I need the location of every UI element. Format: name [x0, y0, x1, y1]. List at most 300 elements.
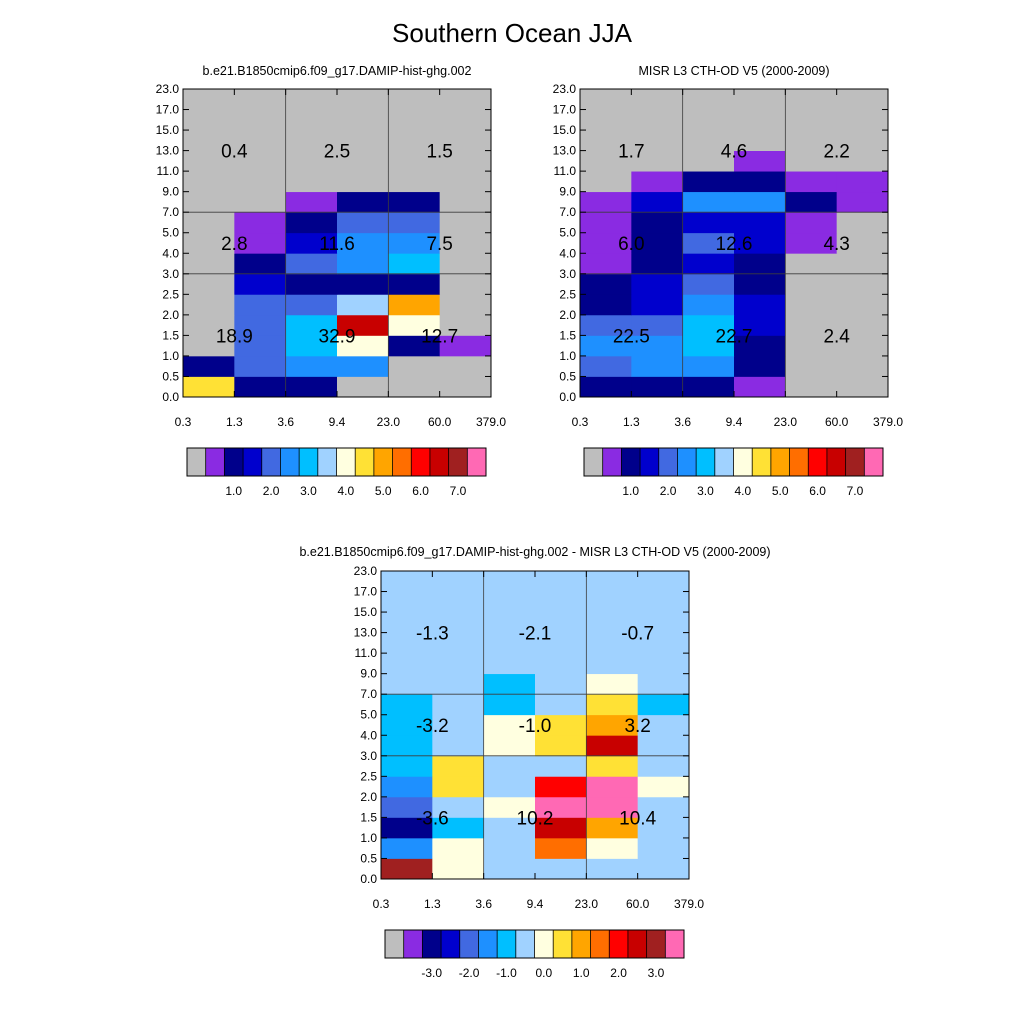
heatmap-cell [337, 376, 389, 397]
block-value-label: 12.7 [421, 326, 459, 348]
heatmap-cell [183, 171, 235, 192]
heatmap-cell [183, 110, 235, 131]
y-tick-label: 23.0 [353, 564, 377, 578]
colorbar-tick-label: 5.0 [771, 484, 789, 498]
x-tick-label: 60.0 [824, 415, 849, 429]
y-tick-label: 0.5 [162, 369, 179, 384]
colorbar-swatch [535, 930, 554, 958]
y-tick-label: 17.0 [155, 102, 179, 117]
heatmap-cell [638, 694, 690, 715]
heatmap-cell [638, 735, 690, 756]
y-tick-label: 7.0 [559, 205, 576, 220]
y-tick-label: 1.0 [162, 348, 179, 363]
x-tick-label: 23.0 [773, 415, 798, 429]
y-tick-label: 17.0 [353, 584, 377, 599]
heatmap-cell [432, 592, 484, 613]
x-tick-label: 3.6 [277, 415, 295, 429]
colorbar-swatch [808, 448, 827, 476]
heatmap-cell [337, 171, 389, 192]
colorbar-tick-label: -1.0 [496, 966, 517, 980]
heatmap-cell [432, 858, 484, 879]
y-tick-label: 17.0 [552, 102, 576, 117]
heatmap-cell [638, 653, 690, 674]
y-tick-label: 5.0 [162, 225, 179, 240]
heatmap-cell [535, 653, 587, 674]
colorbar-swatch [603, 448, 622, 476]
heatmap-cell [734, 89, 786, 110]
colorbar-swatch [430, 448, 449, 476]
heatmap-cell [381, 838, 433, 859]
block-value-label: 32.9 [318, 326, 356, 348]
colorbar-swatch [404, 930, 423, 958]
y-tick-label: 9.0 [162, 184, 179, 199]
heatmap-cell [586, 653, 638, 674]
colorbar-tick-label: -3.0 [421, 966, 443, 980]
figure-title: Southern Ocean JJA [392, 18, 632, 48]
colorbar-swatch [696, 448, 715, 476]
heatmap-cell [638, 571, 690, 592]
colorbar-swatch [591, 930, 610, 958]
y-tick-label: 15.0 [552, 123, 576, 138]
heatmap-cell [388, 110, 440, 131]
y-tick-label: 2.5 [162, 287, 179, 302]
y-tick-label: 4.0 [360, 728, 377, 743]
heatmap-cell [484, 735, 536, 756]
heatmap-cell [286, 89, 338, 110]
heatmap-cell [734, 212, 786, 233]
heatmap-cell [535, 776, 587, 797]
heatmap-cell [535, 571, 587, 592]
colorbar-swatch [449, 448, 468, 476]
heatmap-cell [183, 192, 235, 213]
heatmap-cell [432, 571, 484, 592]
colorbar-swatch [318, 448, 337, 476]
block-value-label: 1.7 [618, 141, 645, 163]
x-tick-label: 9.4 [725, 415, 743, 429]
heatmap-cell [683, 89, 735, 110]
block-value-label: 2.5 [323, 141, 351, 163]
heatmap-cell [432, 776, 484, 797]
heatmap-cell [440, 212, 492, 233]
heatmap-cell [234, 89, 286, 110]
heatmap-cell [631, 253, 683, 274]
heatmap-cell [432, 838, 484, 859]
heatmap-cell [484, 653, 536, 674]
colorbar-swatch [864, 448, 883, 476]
y-tick-label: 0.0 [360, 872, 377, 886]
heatmap-cell [337, 356, 389, 377]
heatmap-cell [785, 274, 837, 295]
colorbar-swatch [243, 448, 262, 476]
colorbar-tick-label: 4.0 [734, 484, 752, 498]
heatmap-cell [234, 253, 286, 274]
colorbar-tick-label: 7.0 [449, 484, 467, 498]
heatmap-cell [535, 694, 587, 715]
heatmap-cell [234, 294, 286, 315]
heatmap-cell [785, 171, 837, 192]
x-tick-label: 0.3 [571, 415, 589, 429]
y-tick-label: 13.0 [552, 143, 576, 158]
block-value-label: 4.6 [720, 141, 748, 163]
heatmap-cell [484, 838, 536, 859]
heatmap-cell [837, 253, 889, 274]
heatmap-cell [183, 274, 235, 295]
heatmap-cell [535, 756, 587, 777]
y-tick-label: 13.0 [155, 143, 179, 158]
colorbar-tick-label: 3.0 [647, 966, 665, 980]
block-value-label: 2.2 [823, 141, 850, 163]
block-value-label: 6.0 [618, 234, 645, 255]
heatmap-cell [683, 212, 735, 233]
heatmap-cell [484, 571, 536, 592]
heatmap-cell [683, 253, 735, 274]
heatmap-cell [388, 212, 440, 233]
colorbar-swatch [640, 448, 659, 476]
heatmap-cell [440, 171, 492, 192]
heatmap-cell [586, 571, 638, 592]
heatmap-cell [440, 89, 492, 110]
block-value-label: 1.5 [426, 141, 453, 163]
heatmap-cell [683, 192, 735, 213]
heatmap-cell [631, 376, 683, 397]
y-tick-label: 1.5 [559, 328, 576, 343]
colorbar-swatch [846, 448, 865, 476]
heatmap-cell [234, 171, 286, 192]
x-tick-label: 0.3 [372, 897, 390, 911]
colorbar-swatch [553, 930, 572, 958]
heatmap-cell [785, 253, 837, 274]
y-tick-label: 0.0 [162, 390, 179, 404]
y-tick-label: 2.5 [559, 287, 576, 302]
y-tick-label: 9.0 [360, 666, 377, 681]
heatmap-cell [286, 356, 338, 377]
block-value-label: -3.2 [415, 716, 449, 737]
x-tick-label: 3.6 [475, 897, 493, 911]
y-tick-label: 11.0 [553, 164, 576, 179]
y-tick-label: 15.0 [353, 605, 377, 620]
x-tick-label: 1.3 [225, 415, 243, 429]
heatmap-cell [631, 356, 683, 377]
heatmap-cell [837, 356, 889, 377]
x-tick-label: 379.0 [673, 897, 705, 911]
heatmap-cell [337, 212, 389, 233]
heatmap-cell [388, 376, 440, 397]
heatmap-cell [586, 592, 638, 613]
colorbar-swatch [441, 930, 460, 958]
heatmap-cell [586, 756, 638, 777]
colorbar-swatch [584, 448, 603, 476]
heatmap-cell [381, 858, 433, 879]
heatmap-cell [785, 376, 837, 397]
heatmap-cell [440, 192, 492, 213]
block-value-label: 18.9 [215, 326, 253, 348]
heatmap-cell [837, 110, 889, 131]
y-tick-label: 2.0 [360, 789, 377, 804]
heatmap-cell [586, 858, 638, 879]
heatmap-cell [388, 294, 440, 315]
block-value-label: 2.4 [823, 326, 850, 348]
colorbar-swatch [771, 448, 790, 476]
colorbar-swatch [677, 448, 696, 476]
heatmap-cell [381, 571, 433, 592]
x-tick-label: 60.0 [625, 897, 650, 911]
x-tick-label: 9.4 [526, 897, 544, 911]
heatmap-cell [381, 653, 433, 674]
y-tick-label: 5.0 [360, 707, 377, 722]
colorbar-swatch [187, 448, 206, 476]
heatmap-cell [484, 858, 536, 879]
colorbar-tick-label: 7.0 [846, 484, 864, 498]
heatmap-cell [388, 89, 440, 110]
heatmap-cell [234, 212, 286, 233]
colorbar-swatch [467, 448, 486, 476]
heatmap-cell [837, 171, 889, 192]
heatmap-cell [234, 192, 286, 213]
heatmap-cell [484, 592, 536, 613]
heatmap-cell [535, 674, 587, 695]
heatmap-cell [580, 356, 632, 377]
y-tick-label: 2.5 [360, 769, 377, 784]
y-tick-label: 1.5 [360, 810, 377, 825]
y-tick-label: 3.0 [559, 266, 576, 281]
colorbar-tick-label: 2.0 [659, 484, 677, 498]
x-tick-label: 0.3 [174, 415, 192, 429]
heatmap-cell [183, 253, 235, 274]
colorbar-swatch [355, 448, 374, 476]
heatmap-panel-2 [354, 564, 705, 980]
heatmap-cell [638, 838, 690, 859]
heatmap-cell [586, 735, 638, 756]
x-tick-label: 379.0 [872, 415, 904, 429]
y-tick-label: 0.5 [360, 851, 377, 866]
heatmap-cell [734, 294, 786, 315]
heatmap-cell [440, 294, 492, 315]
colorbar-swatch [572, 930, 591, 958]
heatmap-cell [580, 110, 632, 131]
heatmap-cell [734, 253, 786, 274]
heatmap-cell [286, 192, 338, 213]
heatmap-cell [586, 838, 638, 859]
colorbar-tick-label: 4.0 [337, 484, 355, 498]
heatmap-cell [286, 212, 338, 233]
heatmap-cell [381, 694, 433, 715]
block-value-label: 22.7 [715, 326, 753, 348]
heatmap-cell [631, 294, 683, 315]
heatmap-cell [440, 274, 492, 295]
heatmap-cell [337, 253, 389, 274]
heatmap-cell [535, 735, 587, 756]
y-tick-label: 0.5 [559, 369, 576, 384]
heatmap-cell [381, 674, 433, 695]
heatmap-cell [837, 212, 889, 233]
heatmap-cell [683, 376, 735, 397]
heatmap-cell [381, 735, 433, 756]
colorbar-swatch [337, 448, 356, 476]
x-tick-label: 23.0 [376, 415, 401, 429]
heatmap-cell [432, 756, 484, 777]
colorbar-tick-label: 2.0 [610, 966, 627, 980]
colorbar-swatch [621, 448, 640, 476]
heatmap-cell [580, 253, 632, 274]
x-tick-label: 1.3 [622, 415, 640, 429]
colorbar-tick-label: 3.0 [300, 484, 317, 498]
heatmap-cell [734, 192, 786, 213]
y-tick-label: 13.0 [353, 625, 377, 640]
heatmap-cell [837, 192, 889, 213]
heatmap-cell [638, 858, 690, 879]
heatmap-cell [683, 110, 735, 131]
heatmap-cell [484, 756, 536, 777]
heatmap-cell [734, 171, 786, 192]
block-value-label: -3.6 [415, 808, 449, 830]
heatmap-cell [234, 356, 286, 377]
heatmap-cell [580, 212, 632, 233]
heatmap-cell [631, 89, 683, 110]
heatmap-cell [388, 253, 440, 274]
heatmap-cell [638, 776, 690, 797]
heatmap-cell [631, 192, 683, 213]
heatmap-cell [683, 274, 735, 295]
block-value-label: 4.3 [823, 234, 850, 255]
y-tick-label: 1.0 [559, 348, 576, 363]
y-tick-label: 7.0 [360, 687, 377, 702]
colorbar-tick-label: 1.0 [622, 484, 640, 498]
colorbar-swatch [393, 448, 412, 476]
heatmap-cell [484, 674, 536, 695]
colorbar-swatch [206, 448, 225, 476]
x-tick-label: 379.0 [475, 415, 507, 429]
y-tick-label: 23.0 [552, 82, 576, 96]
heatmap-cell [381, 592, 433, 613]
heatmap-cell [440, 356, 492, 377]
colorbar-tick-label: 0.0 [535, 966, 553, 980]
colorbar-swatch [659, 448, 678, 476]
y-tick-label: 4.0 [559, 246, 576, 261]
panel-title-difference: b.e21.B1850cmip6.f09_g17.DAMIP-hist-ghg.002 - MISR L3 CTH-OD V5 (2000-2009) [299, 545, 771, 559]
colorbar-swatch [422, 930, 441, 958]
y-tick-label: 4.0 [162, 246, 179, 261]
heatmap-cell [631, 274, 683, 295]
heatmap-cell [432, 674, 484, 695]
heatmap-cell [388, 356, 440, 377]
heatmap-cell [286, 253, 338, 274]
heatmap-cell [631, 110, 683, 131]
heatmap-cell [631, 171, 683, 192]
colorbar-tick-label: 2.0 [262, 484, 280, 498]
heatmap-cell [631, 212, 683, 233]
heatmap-cell [734, 110, 786, 131]
heatmap-cell [580, 274, 632, 295]
heatmap-cell [337, 110, 389, 131]
heatmap-cell [580, 89, 632, 110]
y-tick-label: 3.0 [162, 266, 179, 281]
colorbar-tick-label: 6.0 [809, 484, 826, 498]
heatmap-cell [183, 376, 235, 397]
heatmap-cell [286, 110, 338, 131]
heatmap-cell [381, 776, 433, 797]
colorbar-swatch [827, 448, 846, 476]
heatmap-cell [183, 294, 235, 315]
heatmap-cell [484, 776, 536, 797]
colorbar-tick-label: 1.0 [225, 484, 243, 498]
colorbar-swatch [497, 930, 516, 958]
heatmap-cell [535, 592, 587, 613]
heatmap-cell [683, 294, 735, 315]
heatmap-cell [785, 356, 837, 377]
colorbar-swatch [609, 930, 628, 958]
block-value-label: 10.4 [619, 808, 657, 830]
heatmap-cell [683, 356, 735, 377]
y-tick-label: 9.0 [559, 184, 576, 199]
y-tick-label: 1.0 [360, 830, 377, 845]
heatmap-cell [381, 756, 433, 777]
y-tick-label: 7.0 [162, 205, 179, 220]
heatmap-cell [683, 171, 735, 192]
heatmap-cell [484, 694, 536, 715]
heatmap-cell [234, 110, 286, 131]
heatmap-cell [432, 694, 484, 715]
colorbar-swatch [299, 448, 318, 476]
heatmap-cell [440, 110, 492, 131]
heatmap-cell [785, 294, 837, 315]
block-value-label: 7.5 [426, 234, 453, 255]
heatmap-panel-1 [553, 82, 904, 498]
panel-title-model: b.e21.B1850cmip6.f09_g17.DAMIP-hist-ghg.002 [202, 64, 472, 78]
heatmap-cell [183, 89, 235, 110]
heatmap-cell [440, 376, 492, 397]
y-tick-label: 1.5 [162, 328, 179, 343]
heatmap-cell [586, 776, 638, 797]
y-tick-label: 3.0 [360, 748, 377, 763]
heatmap-cell [337, 192, 389, 213]
block-value-label: 22.5 [612, 326, 650, 348]
heatmap-cell [638, 674, 690, 695]
heatmap-cell [785, 110, 837, 131]
heatmap-cell [837, 376, 889, 397]
block-value-label: 11.6 [319, 234, 355, 255]
y-tick-label: 0.0 [559, 390, 576, 404]
colorbar-tick-label: 1.0 [572, 966, 590, 980]
heatmap-cell [286, 294, 338, 315]
heatmap-cell [337, 294, 389, 315]
heatmap-cell [286, 274, 338, 295]
y-tick-label: 2.0 [162, 307, 179, 322]
block-value-label: -0.7 [621, 623, 655, 645]
colorbar-swatch [385, 930, 404, 958]
colorbar-tick-label: 3.0 [697, 484, 714, 498]
colorbar-swatch [790, 448, 809, 476]
colorbar-swatch [647, 930, 666, 958]
block-value-label: 12.6 [715, 234, 753, 255]
heatmap-cell [580, 376, 632, 397]
heatmap-cell [432, 735, 484, 756]
heatmap-cell [837, 89, 889, 110]
heatmap-cell [638, 592, 690, 613]
colorbar-swatch [734, 448, 753, 476]
y-tick-label: 15.0 [155, 123, 179, 138]
heatmap-cell [580, 192, 632, 213]
colorbar-tick-label: 6.0 [412, 484, 429, 498]
x-tick-label: 60.0 [427, 415, 452, 429]
colorbar-tick-label: 5.0 [374, 484, 392, 498]
heatmap-cell [785, 192, 837, 213]
heatmap-cell [337, 89, 389, 110]
heatmap-cell [234, 274, 286, 295]
colorbar-swatch [516, 930, 535, 958]
block-value-label: 10.2 [516, 808, 554, 830]
heatmap-cell [337, 274, 389, 295]
colorbar-swatch [460, 930, 479, 958]
